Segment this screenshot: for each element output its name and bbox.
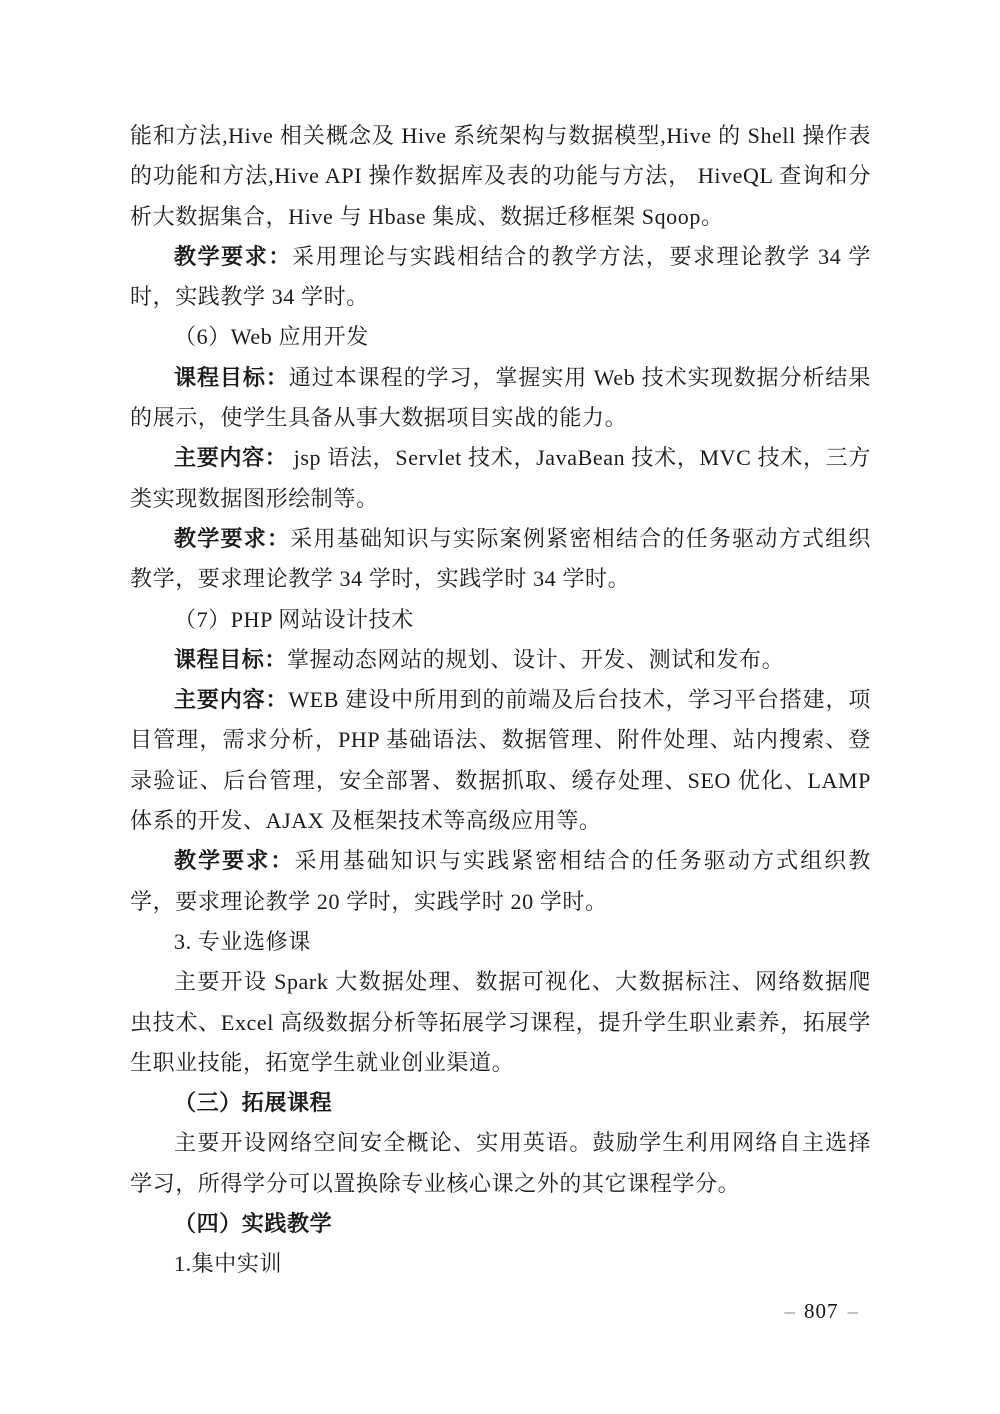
paragraph-text: 采用基础知识与实际案例紧密相结合的任务驱动方式组织教学，要求理论教学 34 学时，实践学时 34 学时。: [130, 525, 871, 592]
heading-expansion-courses: [130, 1083, 871, 1123]
paragraph-text: （6）Web 应用开发: [174, 324, 369, 350]
page-number: [776, 1298, 868, 1324]
paragraph-text: 1.集中实训: [174, 1251, 283, 1277]
paragraph-lead: 教学要求：: [174, 243, 292, 269]
paragraph-course-goal-web: [130, 358, 871, 439]
paragraph-text: 通过本课程的学习，掌握实用 Web 技术实现数据分析结果的展示，使学生具备从事大数据项目实战的能力。: [130, 364, 871, 431]
paragraph-teaching-req-web: [130, 519, 871, 600]
paragraph-text: 主要开设 Spark 大数据处理、数据可视化、大数据标注、网络数据爬虫技术、Excel 高级数据分析等拓展学习课程，提升学生职业素养，拓展学生职业技能，拓宽学生就业创业渠道。: [130, 969, 871, 1075]
paragraph-main-content-php: [130, 680, 871, 841]
paragraph-text: 采用理论与实践相结合的教学方法，要求理论教学 34 学时，实践教学 34 学时。: [130, 243, 871, 310]
page-number-value: 807: [804, 1299, 839, 1323]
page-number-dash-left: –: [784, 1299, 795, 1323]
paragraph-lead: 主要内容：: [174, 687, 289, 713]
paragraph-text: 掌握动态网站的规划、设计、开发、测试和发布。: [287, 646, 785, 672]
paragraph-lead: 主要内容：: [174, 445, 288, 471]
document-body: [130, 116, 871, 1285]
page-number-dash-right: –: [847, 1299, 858, 1323]
paragraph-expansion-courses: [130, 1123, 871, 1204]
paragraph-text: 3. 专业选修课: [174, 928, 311, 954]
paragraph-lead: 课程目标：: [174, 364, 289, 390]
paragraph-teaching-req-php: [130, 841, 871, 922]
paragraph-text: jsp 语法，Servlet 技术，JavaBean 技术，MVC 技术，三方类实现数据图形绘制等。: [130, 445, 871, 511]
heading-centralized-training: [130, 1244, 871, 1284]
paragraph-elective-courses: [130, 962, 871, 1083]
paragraph-teaching-req-hive: [130, 237, 871, 318]
paragraph-main-content-web: [130, 438, 871, 519]
paragraph-text: 主要开设网络空间安全概论、实用英语。鼓励学生利用网络自主选择学习，所得学分可以置换除专业核心课之外的其它课程学分。: [130, 1130, 871, 1196]
paragraph-lead: 课程目标：: [174, 646, 288, 672]
heading-practice-teaching: [130, 1204, 871, 1244]
heading-course-7-php: [130, 600, 871, 640]
paragraph-text: WEB 建设中所用到的前端及后台技术，学习平台搭建，项目管理，需求分析，PHP 基础语法、数据管理、附件处理、站内搜索、登录验证、后台管理，安全部署、数据抓取、缓存处理、SEO 优化、LAMP 体系的开发、AJAX 及框架技术等高级应用等。: [130, 687, 871, 834]
paragraph-lead: （四）实践教学: [174, 1211, 333, 1237]
paragraph-hive-continuation: [130, 116, 871, 237]
heading-elective-courses: [130, 922, 871, 962]
heading-course-6-web: [130, 317, 871, 357]
paragraph-lead: （三）拓展课程: [174, 1090, 333, 1116]
paragraph-lead: 教学要求：: [174, 848, 295, 874]
paragraph-text: 采用基础知识与实践紧密相结合的任务驱动方式组织教学，要求理论教学 20 学时，实践学时 20 学时。: [130, 848, 871, 914]
paragraph-course-goal-php: [130, 640, 871, 680]
paragraph-text: 能和方法,Hive 相关概念及 Hive 系统架构与数据模型,Hive 的 Shell 操作表的功能和方法,Hive API 操作数据库及表的功能与方法， HiveQL 查询和分析大数据集合，Hive 与 Hbase 集成、数据迁移框架 Sqoop。: [130, 123, 871, 229]
paragraph-text: （7）PHP 网站设计技术: [174, 606, 414, 632]
paragraph-lead: 教学要求：: [174, 525, 291, 551]
